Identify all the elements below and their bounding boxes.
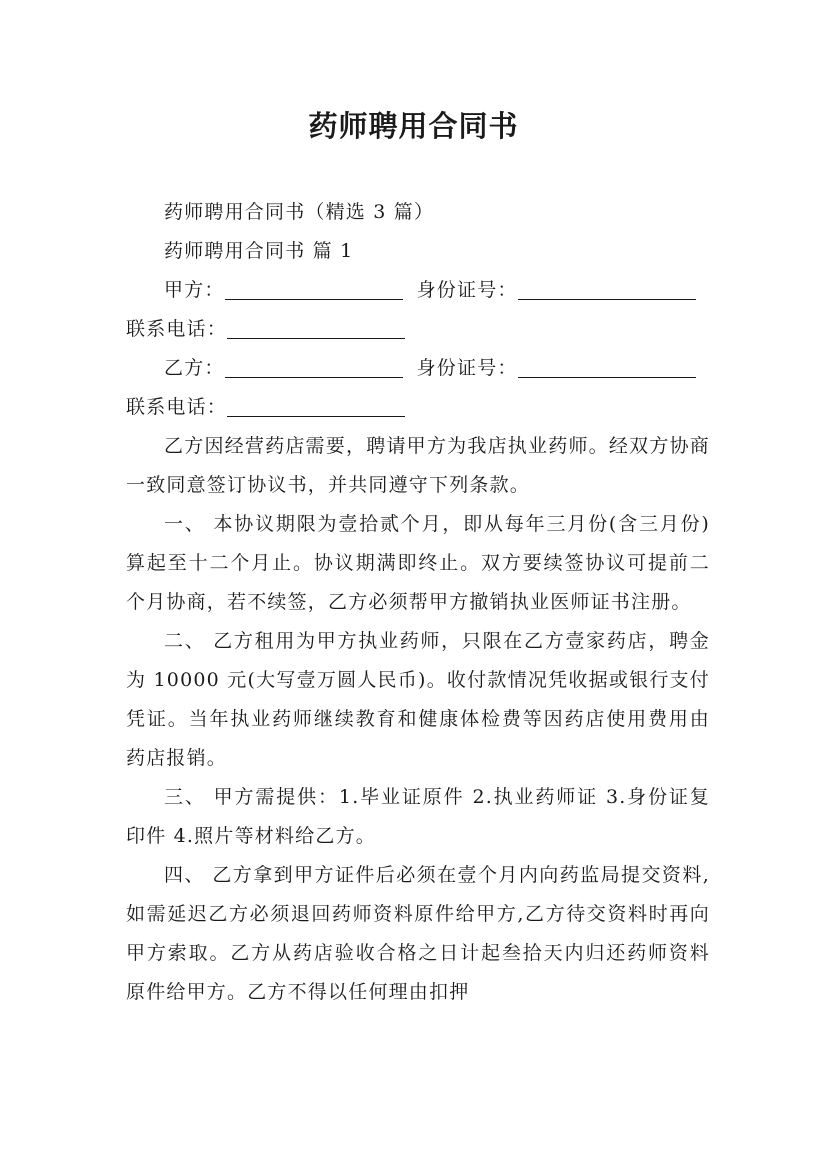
paragraph-clause-3: 三、 甲方需提供：1.毕业证原件 2.执业药师证 3.身份证复印件 4.照片等材料给乙方。: [126, 786, 710, 847]
party-b-phone-label: 联系电话：: [126, 396, 228, 418]
party-b-id-blank: [518, 355, 696, 378]
party-a-phone-line: [126, 310, 710, 349]
document-body: [126, 193, 710, 1012]
party-a-label: 甲方：: [164, 279, 225, 301]
party-b-label: 乙方：: [164, 357, 225, 379]
document-subtitle: 药师聘用合同书（精选 3 篇）: [164, 201, 435, 223]
party-a-phone-label: 联系电话：: [126, 318, 228, 340]
section-heading: 药师聘用合同书 篇 1: [164, 240, 354, 262]
paragraph-clause-2: 二、 乙方租用为甲方执业药师，只限在乙方壹家药店，聘金为 10000 元(大写壹万圆人民币)。收付款情况凭收据或银行支付凭证。当年执业药师继续教育和健康体检费等因药店使用费用由药店报销。: [126, 630, 710, 769]
party-a-id-label: 身份证号：: [416, 279, 518, 301]
party-a-id-blank: [518, 277, 696, 300]
paragraph-clause-4: 四、 乙方拿到甲方证件后必须在壹个月内向药监局提交资料,如需延迟乙方必须退回药师资料原件给甲方,乙方待交资料时再向甲方索取。乙方从药店验收合格之日计起叁拾天内归还药师资料原件给甲方。乙方不得以任何理由扣押: [126, 864, 710, 1003]
party-b-phone-line: [126, 388, 710, 427]
document-title: 药师聘用合同书: [308, 109, 519, 143]
party-a-phone-blank: [227, 316, 405, 339]
party-b-line: [126, 349, 710, 388]
party-a-line: [126, 271, 710, 310]
party-a-name-blank: [225, 277, 403, 300]
paragraph-intro: 乙方因经营药店需要，聘请甲方为我店执业药师。经双方协商一致同意签订协议书，并共同遵守下列条款。: [126, 435, 710, 496]
party-b-id-label: 身份证号：: [416, 357, 518, 379]
paragraph-clause-1: 一、 本协议期限为壹拾贰个月，即从每年三月份(含三月份)算起至十二个月止。协议期满即终止。双方要续签协议可提前二个月协商，若不续签，乙方必须帮甲方撤销执业医师证书注册。: [126, 513, 710, 613]
party-b-name-blank: [225, 355, 403, 378]
party-b-phone-blank: [227, 394, 405, 417]
